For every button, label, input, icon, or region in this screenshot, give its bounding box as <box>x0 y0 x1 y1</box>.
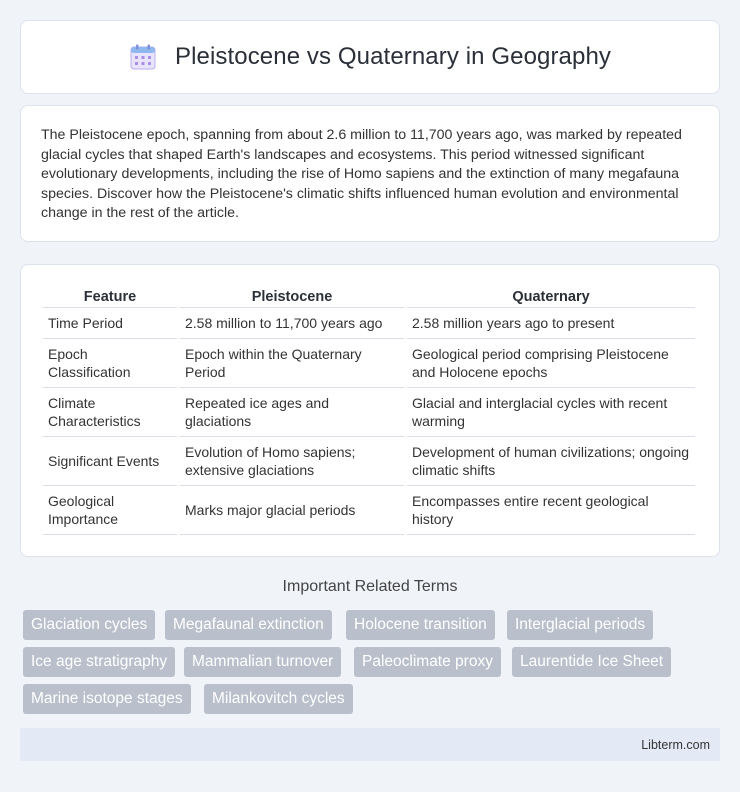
table-row <box>43 437 695 486</box>
tag-milankovitch-cycles[interactable]: Milankovitch cycles <box>204 684 353 714</box>
table-cell: Geological Importance <box>43 486 177 535</box>
table-row <box>43 486 695 535</box>
tag-ice-age-stratigraphy[interactable]: Ice age stratigraphy <box>23 647 175 677</box>
table-row <box>43 339 695 388</box>
table-cell: Encompasses entire recent geological history <box>407 486 695 535</box>
table-cell: Time Period <box>43 308 177 339</box>
table-row <box>43 388 695 437</box>
header-card <box>20 20 720 94</box>
table-cell: Marks major glacial periods <box>180 486 404 535</box>
tag-glaciation-cycles[interactable]: Glaciation cycles <box>23 610 155 640</box>
table-cell: Development of human civilizations; ongoing climatic shifts <box>407 437 695 486</box>
table-cell: Climate Characteristics <box>43 388 177 437</box>
footer <box>20 728 720 761</box>
column-header-pleistocene: Pleistocene <box>180 285 404 308</box>
title-row <box>129 43 611 71</box>
tag-holocene-transition[interactable]: Holocene transition <box>346 610 495 640</box>
table-cell: Repeated ice ages and glaciations <box>180 388 404 437</box>
footer-site-link[interactable]: Libterm.com <box>641 737 710 752</box>
related-terms-title: Important Related Terms <box>282 578 458 595</box>
table-cell: Epoch Classification <box>43 339 177 388</box>
table-cell: 2.58 million to 11,700 years ago <box>180 308 404 339</box>
intro-text: The Pleistocene epoch, spanning from about 2.6 million to 11,700 years ago, was marked by repeated glacial cycles that shaped Earth's landscapes and ecosystems. This period witnessed significant evolutionary developments, including the rise of Homo sapiens and the extinction of many megafauna species. Discover how the Pleistocene's climatic shifts influenced human evolution and environmental change in the rest of the article. <box>41 127 682 222</box>
calendar-icon <box>129 43 157 71</box>
comparison-table-card <box>20 264 720 557</box>
tag-mammalian-turnover[interactable]: Mammalian turnover <box>184 647 341 677</box>
page-title: Pleistocene vs Quaternary in Geography <box>174 43 612 70</box>
comparison-table <box>40 285 698 535</box>
table-cell: Geological period comprising Pleistocene and Holocene epochs <box>407 339 695 388</box>
table-row <box>43 308 695 339</box>
column-header-feature: Feature <box>43 285 177 308</box>
table-header-row <box>43 285 695 308</box>
table-cell: 2.58 million years ago to present <box>407 308 695 339</box>
table-cell: Evolution of Homo sapiens; extensive glaciations <box>180 437 404 486</box>
table-cell: Epoch within the Quaternary Period <box>180 339 404 388</box>
tag-marine-isotope-stages[interactable]: Marine isotope stages <box>23 684 191 714</box>
tag-paleoclimate-proxy[interactable]: Paleoclimate proxy <box>354 647 501 677</box>
tag-interglacial-periods[interactable]: Interglacial periods <box>507 610 653 640</box>
intro-card <box>20 105 720 242</box>
tag-laurentide-ice-sheet[interactable]: Laurentide Ice Sheet <box>512 647 671 677</box>
tag-megafaunal-extinction[interactable]: Megafaunal extinction <box>165 610 332 640</box>
table-cell: Glacial and interglacial cycles with recent warming <box>407 388 695 437</box>
table-cell: Significant Events <box>43 437 177 486</box>
column-header-quaternary: Quaternary <box>407 285 695 308</box>
